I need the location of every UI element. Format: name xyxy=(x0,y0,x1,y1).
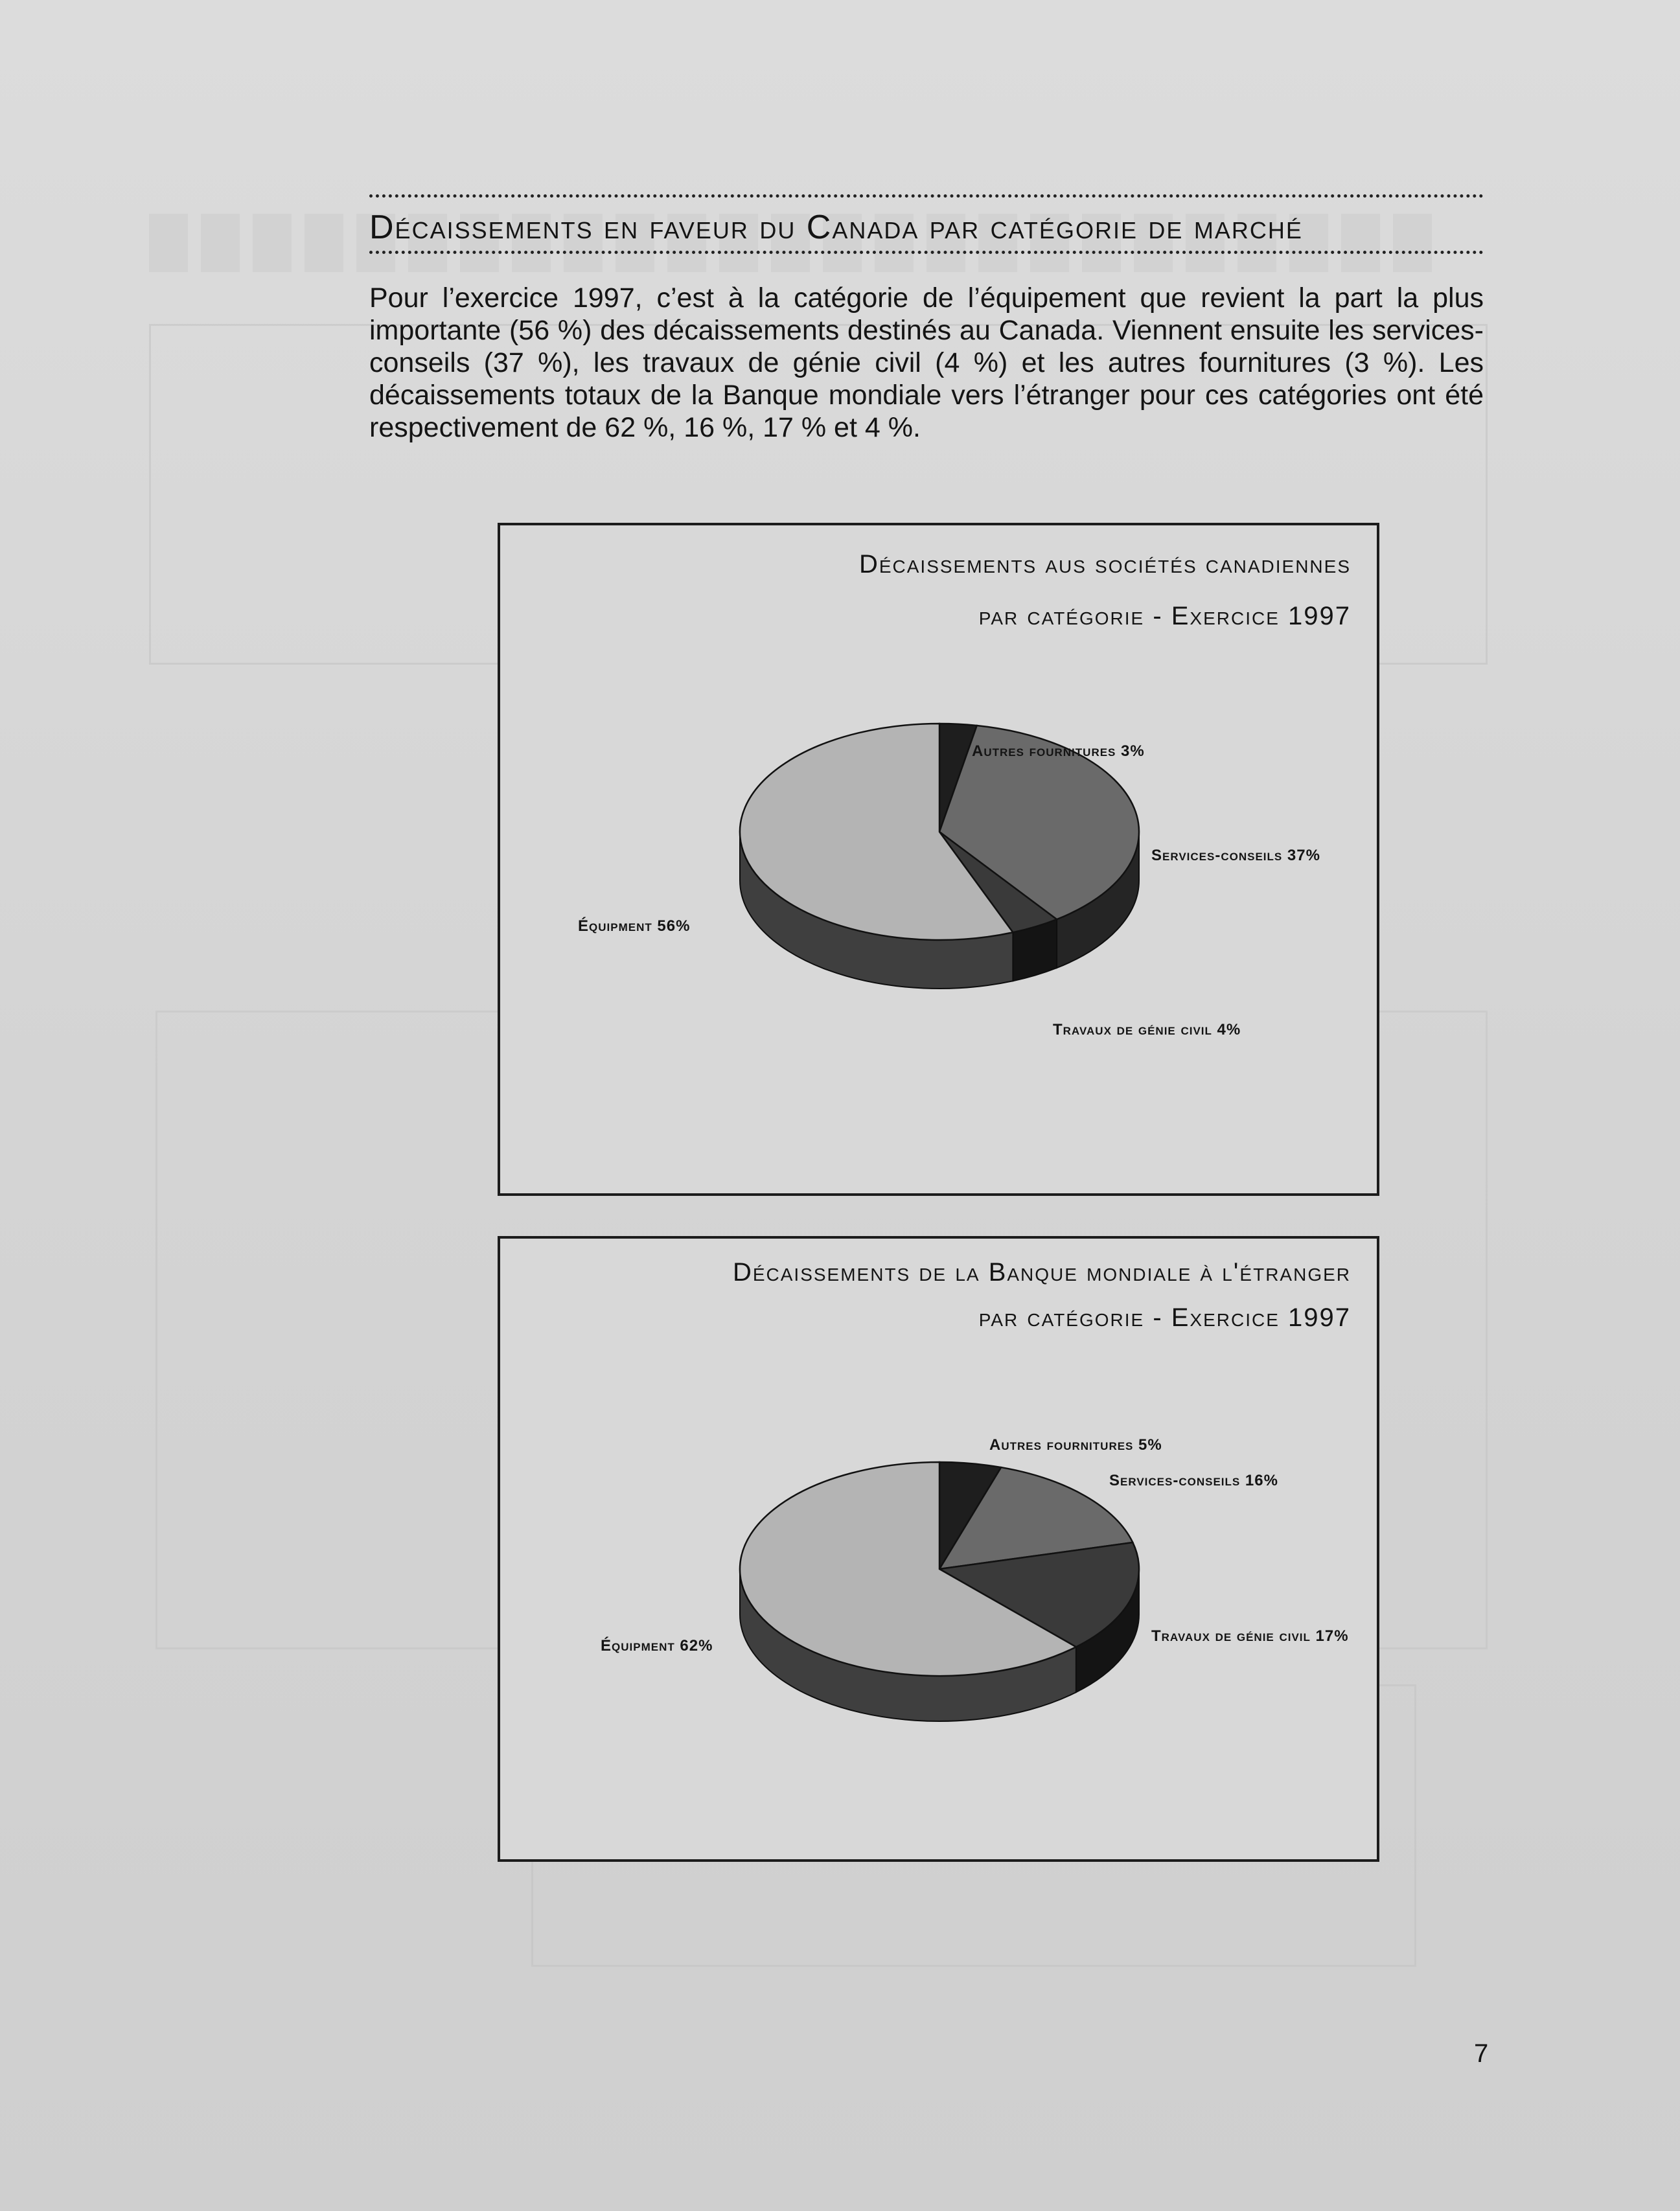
pie-chart-canada xyxy=(498,523,1379,1196)
page-number: 7 xyxy=(1474,2039,1489,2068)
chart-title-line2: par catégorie - Exercice 1997 xyxy=(978,1303,1351,1332)
chart-title-line1: Décaissements de la Banque mondiale à l'étranger xyxy=(732,1258,1351,1287)
label-services-conseils: Services-conseils 37% xyxy=(1151,847,1320,864)
label-autres-fournitures: Autres fournitures 3% xyxy=(972,742,1145,760)
pie-chart-graphic xyxy=(500,1239,1377,1859)
label-services-conseils: Services-conseils 16% xyxy=(1109,1472,1278,1489)
label-equipement: Équipment 56% xyxy=(578,917,691,935)
section-title: Décaissements en faveur du Canada par catégorie de marché xyxy=(369,194,1484,254)
label-autres-fournitures: Autres fournitures 5% xyxy=(989,1436,1162,1454)
label-travaux-genie-civil: Travaux de génie civil 4% xyxy=(1053,1021,1241,1038)
label-travaux-genie-civil: Travaux de génie civil 17% xyxy=(1151,1627,1349,1645)
chart-title-line1: Décaissements aus sociétés canadiennes xyxy=(858,550,1351,579)
label-equipement: Équipment 62% xyxy=(601,1637,713,1655)
pie-chart-banque-mondiale xyxy=(498,1236,1379,1862)
intro-paragraph: Pour l’exercice 1997, c’est à la catégorie de l’équipement que revient la part la plus importante (56 %) des décaissements destinés au Canada. Viennent ensuite les services-conseils (37 %), les travaux de génie civil (4 %) et les autres fournitures (3 %). Les décaissements totaux de la Banque mondiale vers l’étranger pour ces catégories ont été respectivement de 62 %, 16 %, 17 % et 4 %. xyxy=(369,282,1484,443)
chart-title-line2: par catégorie - Exercice 1997 xyxy=(978,602,1351,630)
